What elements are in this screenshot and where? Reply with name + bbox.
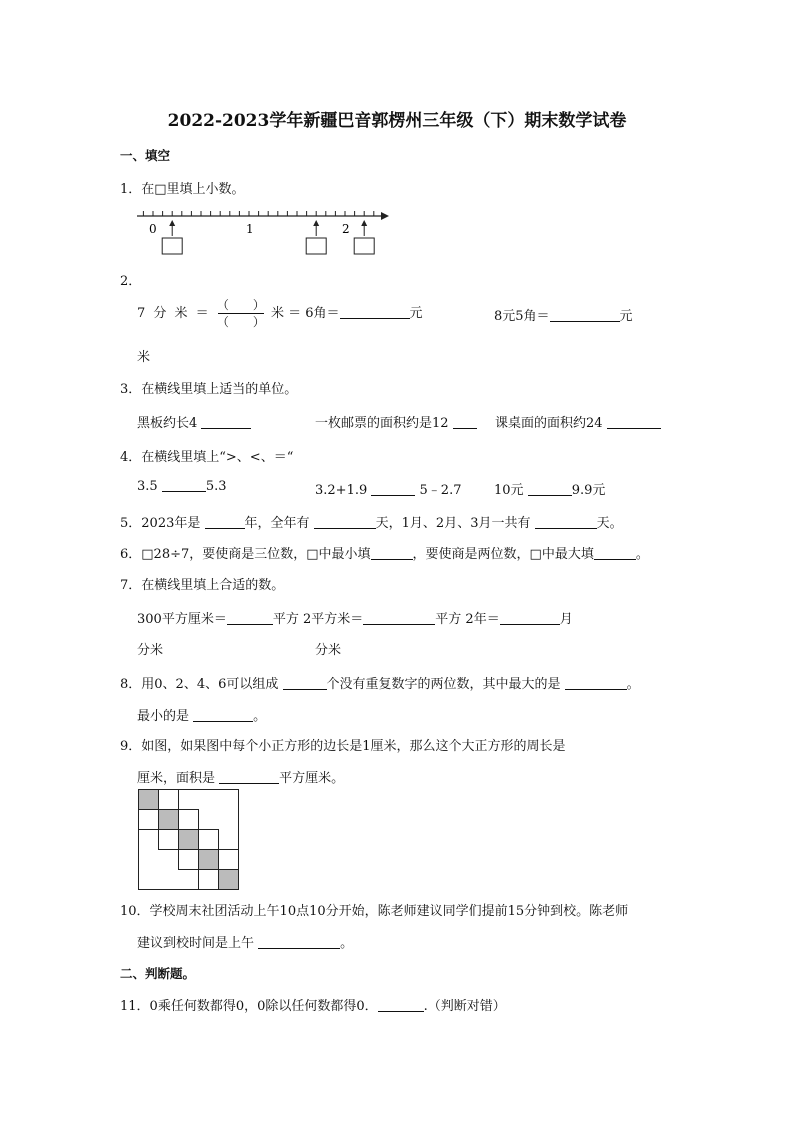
q2-denominator: （ ）: [216, 315, 265, 329]
q8-b: 个没有重复数字的两位数，其中最大的是: [326, 677, 561, 692]
q8-e: 。: [253, 709, 267, 724]
question-5: [120, 512, 623, 531]
grid-cell: [139, 810, 159, 830]
question-8: [120, 673, 640, 692]
q2-numerator: （ ）: [216, 298, 265, 312]
q10-line2: [137, 932, 353, 951]
grid-cell: [199, 830, 219, 850]
q2-part3-label: 8元5角＝: [494, 309, 550, 324]
answer-blank[interactable]: [594, 547, 636, 560]
number-line-figure: [135, 202, 395, 258]
grid-cell: [179, 810, 199, 830]
question-1: 1．在□里填上小数。: [120, 182, 245, 197]
q6-c: 。: [635, 547, 649, 562]
answer-blank[interactable]: [193, 709, 253, 722]
question-10: 10．学校周末社团活动上午10点10分开始，陈老师建议同学们提前15分钟到校。陈老师: [120, 904, 629, 919]
question-2-part3: [494, 305, 633, 324]
q3-a-label: 黑板约长4: [137, 416, 198, 431]
q3-c-label: 课桌面的面积约24: [495, 416, 603, 431]
q11-b: .（判断对错）: [423, 999, 506, 1014]
section-heading-judge: 二、判断题。: [120, 966, 196, 981]
q8-d: 最小的是: [137, 709, 190, 724]
staircase-grid: [139, 790, 239, 890]
answer-blank[interactable]: [283, 677, 327, 690]
grid-cell: [179, 850, 199, 870]
answer-blank[interactable]: [314, 516, 376, 529]
answer-blank[interactable]: [371, 547, 413, 560]
shaded-cell: [219, 870, 239, 890]
pointer-arrow-head: [169, 220, 175, 226]
q2-part1: 7 分 米 ＝: [137, 306, 211, 321]
q9-line2: [137, 767, 344, 786]
answer-blank[interactable]: [205, 516, 245, 529]
q7-e: 2年＝: [465, 612, 500, 627]
answer-box: [162, 238, 182, 254]
answer-blank[interactable]: [340, 306, 410, 319]
unit-yuan: 元: [409, 306, 423, 321]
question-9: 9．如图，如果图中每个小正方形的边长是1厘米，那么这个大正方形的周长是: [120, 739, 566, 754]
q5-c: 天，1月、2月、3月一共有: [375, 516, 531, 531]
shaded-cell: [159, 810, 179, 830]
answer-blank[interactable]: [378, 999, 424, 1012]
question-4: 4．在横线里填上“>、<、＝“: [120, 450, 294, 465]
question-2-line: [137, 298, 423, 329]
answer-blank[interactable]: [162, 479, 206, 492]
answer-blank[interactable]: [565, 677, 627, 690]
unit-yuan: 元: [619, 309, 633, 324]
q6-a: 6．□28÷7，要使商是三位数，□中最小填: [120, 547, 371, 562]
fraction-bar: [218, 313, 264, 314]
answer-blank[interactable]: [500, 612, 560, 625]
square-staircase-figure: [138, 789, 240, 891]
answer-blank[interactable]: [201, 416, 251, 429]
page-title: 2022-2023学年新疆巴音郭楞州三年级（下）期末数学试卷: [167, 111, 627, 131]
answer-blank[interactable]: [528, 483, 572, 496]
q8-c: 。: [626, 677, 640, 692]
q9-a: 厘米，面积是: [137, 771, 216, 786]
tick-label: 1: [246, 222, 254, 236]
grid-cell: [159, 830, 179, 850]
q10-b: 。: [340, 936, 354, 951]
q7-line: [137, 608, 573, 627]
q5-b: 年，全年有: [244, 516, 310, 531]
q4-b2: 5﹣2.7: [419, 483, 462, 498]
q4-b1: 3.2+1.9: [315, 483, 368, 498]
q3-b: [315, 412, 477, 431]
q10-a: 建议到校时间是上午: [137, 936, 255, 951]
q7-wrap-1: 分米: [137, 643, 164, 658]
q7-c: 2平方米＝: [302, 612, 364, 627]
answer-blank[interactable]: [227, 612, 273, 625]
q7-wrap-2: 分米: [315, 643, 342, 658]
tick-label: 2: [342, 222, 350, 236]
answer-blank[interactable]: [453, 416, 477, 429]
shaded-cell: [199, 850, 219, 870]
grid-cell: [219, 850, 239, 870]
q4-a2: 5.3: [205, 479, 227, 494]
q4-b: [315, 479, 461, 498]
answer-blank[interactable]: [535, 516, 597, 529]
q2-part2: 6角＝: [305, 306, 340, 321]
q4-c: [494, 479, 605, 498]
answer-box: [354, 238, 374, 254]
answer-blank[interactable]: [363, 612, 435, 625]
answer-blank[interactable]: [550, 309, 620, 322]
answer-blank[interactable]: [371, 483, 415, 496]
answer-blank[interactable]: [607, 416, 661, 429]
tick-label: 0: [149, 222, 157, 236]
question-3: 3．在横线里填上适当的单位。: [120, 382, 298, 397]
pointer-arrow-head: [313, 220, 319, 226]
q2-part1b: 米 ＝: [270, 306, 302, 321]
q3-a: [137, 412, 251, 431]
q8-line2: [137, 705, 266, 724]
grid-cell: [159, 790, 179, 810]
q2-fraction: [217, 298, 265, 329]
answer-box: [306, 238, 326, 254]
question-11: [120, 995, 506, 1014]
grid-cell: [199, 870, 219, 890]
q3-b-label: 一枚邮票的面积约是12: [315, 416, 449, 431]
q7-a: 300平方厘米＝: [137, 612, 227, 627]
section-heading-fill: 一、填空: [120, 148, 171, 163]
q7-b: 平方: [272, 612, 299, 627]
q3-c: [495, 412, 661, 431]
q7-f: 月: [559, 612, 573, 627]
answer-blank[interactable]: [219, 771, 279, 784]
q8-a: 8．用0、2、4、6可以组成: [120, 677, 279, 692]
q4-a1: 3.5: [137, 479, 158, 494]
q9-b: 平方厘米。: [279, 771, 345, 786]
q5-a: 5．2023年是: [120, 516, 201, 531]
q2-wrap: 米: [137, 350, 151, 365]
q7-d: 平方: [435, 612, 462, 627]
shaded-cell: [139, 790, 159, 810]
shaded-cell: [179, 830, 199, 850]
question-7: 7．在横线里填上合适的数。: [120, 578, 285, 593]
arrow-head: [381, 212, 389, 220]
answer-blank[interactable]: [258, 936, 340, 949]
q4-c2: 9.9元: [571, 483, 606, 498]
pointer-arrow-head: [361, 220, 367, 226]
question-6: [120, 543, 649, 562]
question-2-number: 2．: [120, 274, 142, 289]
q11-a: 11．0乘任何数都得0，0除以任何数都得0．: [120, 999, 378, 1014]
q5-d: 天。: [596, 516, 623, 531]
q6-b: ，要使商是两位数，□中最大填: [412, 547, 594, 562]
number-line: [137, 211, 389, 254]
q4-a: [137, 479, 227, 494]
q4-c1: 10元: [494, 483, 524, 498]
